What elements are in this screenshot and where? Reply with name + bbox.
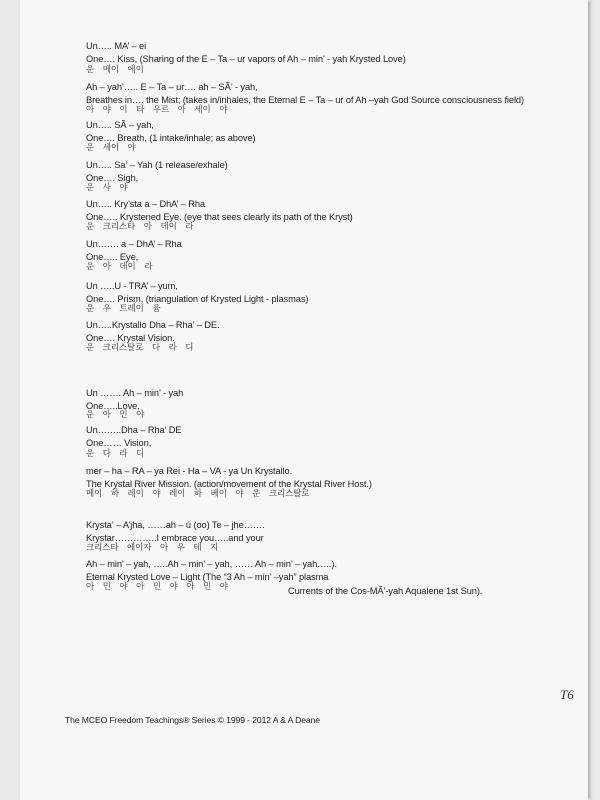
text-line: One…. Kiss, (Sharing of the E – Ta – ur vapors of Ah – min’ - yah Krysted Love) bbox=[86, 54, 406, 64]
page-mark: T6 bbox=[560, 687, 574, 702]
text-line: Krysta’ – A’jha, ……ah – ú (oo) Te – jhe……. bbox=[86, 520, 265, 530]
text-line: One….. Krystened Eye. (eye that sees clearly its path of the Kryst) bbox=[86, 212, 353, 222]
text-line: One….. Eye, bbox=[86, 252, 139, 262]
korean-line: 운 크리스타 아 데이 라 bbox=[86, 222, 194, 232]
korean-line: 운 세이 야 bbox=[86, 143, 136, 153]
text-line: One…. Krystal Vision. bbox=[86, 333, 175, 343]
text-line: One…. Breath, (1 intake/inhale; as above) bbox=[86, 133, 256, 143]
korean-line: 운 우 트레이 윰 bbox=[86, 304, 161, 314]
korean-line: 크리스타 에이자 아 우 테 지 bbox=[86, 543, 219, 553]
text-line: Ah – yah’….. E – Ta – ur…. ah – SÃ’ - yah, bbox=[86, 82, 258, 92]
text-line: Un……. a – DhA’ – Rha bbox=[86, 239, 182, 249]
korean-line: 아 야 이 타 우르 아 세이 야 bbox=[86, 105, 228, 115]
text-line: One…. Prism, (triangulation of Krysted Light - plasmas) bbox=[86, 294, 309, 304]
text-line: Currents of the Cos-MÃ’-yah Aqualene 1st Sun). bbox=[288, 586, 483, 596]
text-line: One…… Vision, bbox=[86, 438, 152, 448]
text-line: mer – ha – RA – ya Rei - Ha – VA - ya Un Krystallo. bbox=[86, 466, 293, 476]
text-line: One…..Love, bbox=[86, 401, 140, 411]
text-line: Un….. SÃ – yah, bbox=[86, 120, 154, 130]
text-line: Eternal Krysted Love – Light (The “3 Ah – min’ –yah” plasma bbox=[86, 572, 329, 582]
text-line: Un…..Krystallo Dha – Rha’ – DE. bbox=[86, 320, 220, 330]
korean-line: 운 다 라 디 bbox=[86, 449, 145, 459]
text-line: Krystar…………..I embrace you…..and your bbox=[86, 533, 264, 543]
text-line: Un….. MA’ – ei bbox=[86, 41, 147, 51]
korean-line: 아 민 야 아 민 야 아 민 야 bbox=[86, 582, 228, 592]
text-line: The Krystal River Mission. (action/movement of the Krystal River Host.) bbox=[86, 479, 372, 489]
korean-line: 운 메이 에이 bbox=[86, 65, 144, 75]
footer-copyright: The MCEO Freedom Teachings® Series © 1999 - 2012 A & A Deane bbox=[65, 715, 320, 725]
korean-line: 운 아 데이 라 bbox=[86, 262, 153, 272]
text-line: Ah – min’ – yah, …..Ah – min’ – yah, …… Ah – min’ – yah…..). bbox=[86, 559, 337, 569]
korean-line: 운 아 민 야 bbox=[86, 410, 145, 420]
korean-line: 운 크리스탈로 다 라 디 bbox=[86, 343, 194, 353]
text-line: One…. Sigh, bbox=[86, 173, 139, 183]
text-line: Un……..Dha – Rha’ DE bbox=[86, 425, 182, 435]
document-page bbox=[20, 0, 588, 800]
text-line: Un….. Kry’sta a – DhA’ – Rha bbox=[86, 199, 205, 209]
text-line: Un….. Sa’ – Yah (1 release/exhale) bbox=[86, 160, 228, 170]
text-line: Un ……. Ah – min’ - yah bbox=[86, 388, 184, 398]
korean-line: 운 사 야 bbox=[86, 183, 128, 193]
korean-line: 메이 하 레이 야 레이 하 베이 야 운 크리스탈로 bbox=[86, 489, 310, 499]
text-line: Breathes in…. the Mist; (takes in/inhales, the Eternal E – Ta – ur of Ah –yah God Source consciousness field) bbox=[86, 95, 525, 105]
text-line: Un …..U - TRA’ – yum, bbox=[86, 281, 178, 291]
